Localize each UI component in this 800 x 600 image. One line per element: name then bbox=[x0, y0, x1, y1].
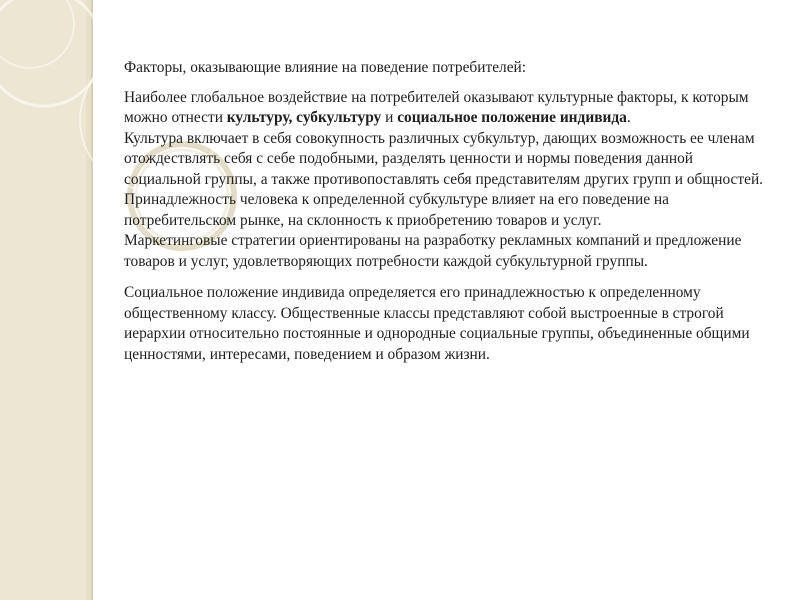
intro-text: Наиболее глобальное воздействие на потребителей оказывают культурные факторы, к которым можно отнести bbox=[124, 88, 749, 126]
ring-medium bbox=[0, 0, 74, 68]
slide-heading: Факторы, оказывающие влияние на поведение потребителей: bbox=[124, 59, 527, 76]
bold-social-position: социальное положение индивида bbox=[397, 109, 627, 126]
paragraph-culture: Культура включает в себя совокупность различных субкультур, дающих возможность ее членам отождествлять себя с себе подобными, разделять ценности и нормы поведения данной социальной группы, а также противопоставлять себя представителям других групп и общностей. bbox=[124, 129, 764, 188]
slide-content bbox=[124, 58, 764, 376]
intro-end: . bbox=[626, 109, 631, 126]
bold-culture: культуру, субкультуру bbox=[226, 109, 382, 126]
paragraph-marketing: Маркетинговые стратегии ориентированы на разработку рекламных компаний и предложение товаров и услуг, удовлетворяющих потребности каждой субкультурной группы. bbox=[124, 232, 742, 270]
intro-and: и bbox=[381, 109, 398, 126]
paragraph-social-position: Социальное положение индивида определяется его принадлежностью к определенному общественному классу. Общественные классы представляют собой выстроенные в строгой иерархии относительно постоянные и однородные социальные группы, объединенные общими ценностями, интересами, поведением и образом жизни. bbox=[124, 284, 750, 363]
paragraph-intro bbox=[124, 88, 764, 273]
paragraph-subculture: Принадлежность человека к определенной субкультуре влияет на его поведение на потребительском рынке, на склонность к приобретению товаров и услуг. bbox=[124, 191, 669, 229]
